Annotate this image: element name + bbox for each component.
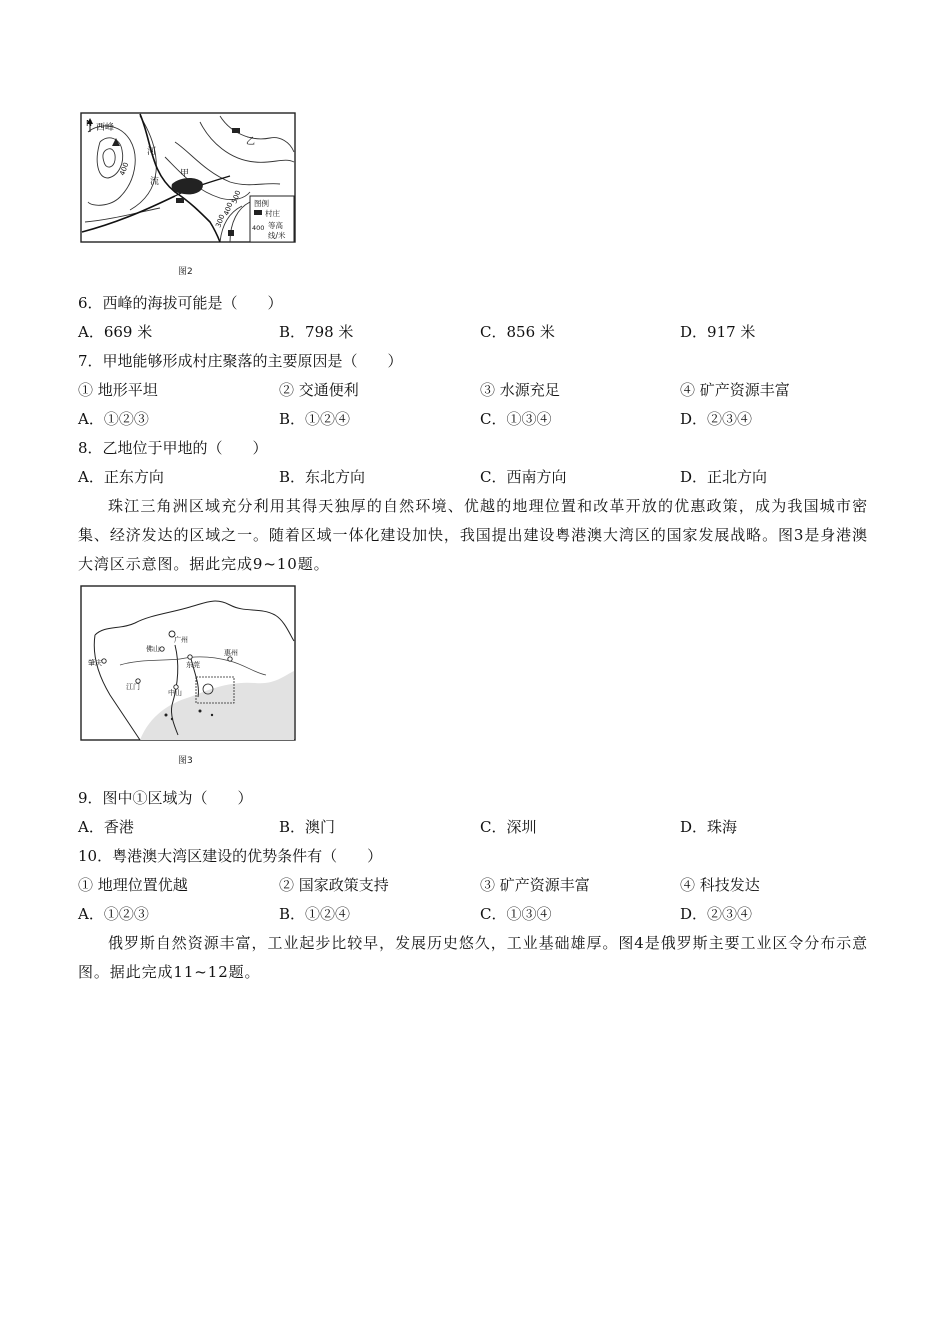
q7-option-c: C．①③④ — [480, 410, 552, 428]
q9-option-b: B．澳门 — [279, 818, 336, 836]
figure-2-caption: 图2 — [178, 267, 193, 277]
city-zhaoqing: 肇庆 — [88, 659, 102, 667]
q9-option-c: C．深圳 — [480, 818, 537, 836]
q8-option-c: C．西南方向 — [480, 468, 567, 486]
legend-contour-label-1: 等高 — [268, 221, 283, 230]
contour-label-2: 500 — [230, 189, 243, 205]
q9-option-a: A．香港 — [78, 818, 134, 836]
contour-map-svg — [80, 112, 298, 247]
q6-option-b: B．798 米 — [279, 323, 354, 341]
passage-russia-industry: 俄罗斯自然资源丰富，工业起步比较早，发展历史悠久，工业基础雄厚。图4是俄罗斯主要工业区令分布示意图。据此完成11~12题。 — [78, 934, 868, 981]
q10-option-d: D．②③④ — [680, 905, 753, 923]
q10-option-c: C．①③④ — [480, 905, 552, 923]
q7-item-1: ① 地形平坦 — [78, 381, 158, 399]
q7-item-4: ④ 矿产资源丰富 — [680, 381, 790, 399]
q10-option-a: A．①②③ — [78, 905, 149, 923]
city-foshan: 佛山 — [146, 645, 160, 653]
city-zhongshan: 中山 — [168, 689, 182, 697]
village-icon — [176, 198, 184, 203]
figure-3-bay-area-map — [80, 585, 298, 747]
question-6-stem: 6．西峰的海拔可能是（ ） — [78, 294, 283, 312]
q10-item-2: ② 国家政策支持 — [279, 876, 389, 894]
figure-2-contour-map — [80, 112, 298, 251]
city-dongguan: 东莞 — [186, 661, 200, 669]
q10-item-4: ④ 科技发达 — [680, 876, 760, 894]
place-jia: 甲 — [180, 169, 190, 179]
city-huizhou: 惠州 — [224, 649, 238, 657]
passage-pearl-river-delta: 珠江三角洲区域充分利用其得天独厚的自然环境、优越的地理位置和改革开放的优惠政策，成为我国城市密集、经济发达的区域之一。随着区域一体化建设加快，我国提出建设粤港澳大湾区的国家发展战略。图3是身港澳大湾区示意图。据此完成9~10题。 — [78, 497, 868, 573]
q9-option-d: D．珠海 — [680, 818, 738, 836]
question-9-stem: 9．图中①区域为（ ） — [78, 789, 253, 807]
legend-village: 村庄 — [265, 209, 280, 218]
bay-area-map-svg — [80, 585, 298, 743]
q8-option-d: D．正北方向 — [680, 468, 768, 486]
q6-option-a: A．669 米 — [78, 323, 153, 341]
question-10-stem: 10．粤港澳大湾区建设的优势条件有（ ） — [78, 847, 383, 865]
contour-label-1: 400 — [118, 161, 131, 177]
figure-3-caption: 图3 — [178, 756, 193, 766]
q7-option-b: B．①②④ — [279, 410, 351, 428]
village-icon — [232, 128, 240, 133]
place-yi: 乙 — [246, 137, 256, 147]
q8-option-b: B．东北方向 — [279, 468, 366, 486]
river-char-2: 流 — [150, 177, 160, 187]
q10-option-b: B．①②④ — [279, 905, 351, 923]
north-label: N — [86, 119, 92, 128]
river-char-1: 河 — [147, 147, 157, 157]
contour-label-4: 300 — [214, 213, 227, 229]
city-jiangmen: 江门 — [126, 683, 140, 691]
q7-item-2: ② 交通便利 — [279, 381, 359, 399]
q8-option-a: A．正东方向 — [78, 468, 164, 486]
city-zhaoqing-marker — [102, 659, 106, 663]
legend-contour-label-2: 线/米 — [268, 231, 286, 240]
q6-option-d: D．917 米 — [680, 323, 756, 341]
q7-option-d: D．②③④ — [680, 410, 753, 428]
legend-title: 图例 — [254, 199, 269, 208]
q10-item-3: ③ 矿产资源丰富 — [480, 876, 590, 894]
question-7-stem: 7．甲地能够形成村庄聚落的主要原因是（ ） — [78, 352, 403, 370]
legend-contour-value: 400 — [252, 224, 265, 232]
q7-item-3: ③ 水源充足 — [480, 381, 560, 399]
q10-item-1: ① 地理位置优越 — [78, 876, 188, 894]
question-8-stem: 8．乙地位于甲地的（ ） — [78, 439, 268, 457]
q6-option-c: C．856 米 — [480, 323, 555, 341]
contour-label-3: 400 — [222, 201, 235, 217]
peak-label: 西峰 — [96, 123, 115, 133]
city-huizhou-marker — [228, 657, 232, 661]
village-icon — [228, 230, 234, 236]
q7-option-a: A．①②③ — [78, 410, 149, 428]
city-guangzhou: 广州 — [174, 636, 188, 644]
city-foshan-marker — [160, 647, 164, 651]
legend-village-icon — [254, 210, 262, 215]
city-dongguan-marker — [188, 655, 192, 659]
